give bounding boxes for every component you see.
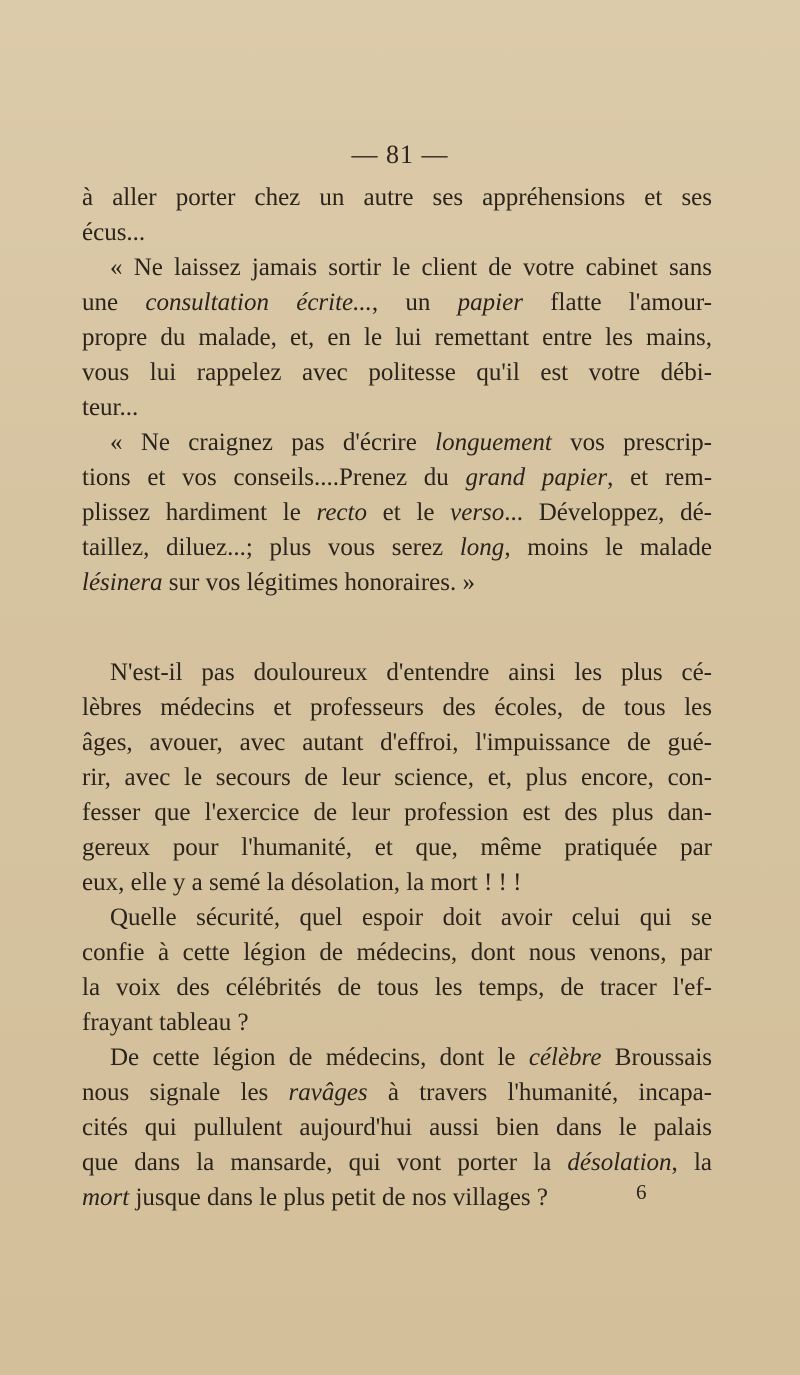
quote-paragraph-1 xyxy=(82,250,712,425)
text-line: lésinera sur vos légitimes honoraires. » xyxy=(82,569,475,596)
text-line: nous signale les ravâges à travers l'humanité, incapa- xyxy=(82,1079,712,1106)
paragraph-main xyxy=(82,655,712,900)
text-line: vous lui rappelez avec politesse qu'il est votre débi- xyxy=(82,359,712,386)
signature-mark: 6 xyxy=(636,1180,647,1204)
text-line: âges, avouer, avec autant d'effroi, l'impuissance de gué- xyxy=(82,729,712,756)
text-line: « Ne craignez pas d'écrire longuement vos prescrip- xyxy=(110,429,712,456)
text-line: gereux pour l'humanité, et que, même pratiquée par xyxy=(82,834,712,861)
text-line: que dans la mansarde, qui vont porter la désolation, la xyxy=(82,1149,712,1176)
text-line: une consultation écrite..., un papier flatte l'amour- xyxy=(82,289,712,316)
quote-paragraph-2 xyxy=(82,425,712,600)
text-line: la voix des célébrités de tous les temps, de tracer l'ef- xyxy=(82,974,712,1001)
paragraph-question xyxy=(82,900,712,1040)
page-number: — 81 — xyxy=(351,140,449,169)
text-line: « Ne laissez jamais sortir le client de votre cabinet sans xyxy=(110,254,712,281)
text-line: propre du malade, et, en le lui remettant entre les mains, xyxy=(82,324,712,351)
text-line: à aller porter chez un autre ses appréhensions et ses xyxy=(82,184,712,211)
text-line: fesser que l'exercice de leur profession est des plus dan- xyxy=(82,799,712,826)
text-line: rir, avec le secours de leur science, et, plus encore, con- xyxy=(82,764,712,791)
text-line: lèbres médecins et professeurs des écoles, de tous les xyxy=(82,694,712,721)
paragraph-broussais xyxy=(82,1040,712,1215)
text-line: taillez, diluez...; plus vous serez long, moins le malade xyxy=(82,534,713,561)
text-line: eux, elle y a semé la désolation, la mort ! ! ! xyxy=(82,869,522,896)
text-line: confie à cette légion de médecins, dont nous venons, par xyxy=(82,939,712,966)
text-line: tions et vos conseils....Prenez du grand papier, et rem- xyxy=(82,464,713,491)
paragraph-continuation xyxy=(82,180,712,250)
text-line: frayant tableau ? xyxy=(82,1009,249,1036)
text-line: Quelle sécurité, quel espoir doit avoir celui qui se xyxy=(110,904,712,931)
text-line: cités qui pullulent aujourd'hui aussi bien dans le palais xyxy=(82,1114,712,1141)
text-line: N'est-il pas douloureux d'entendre ainsi les plus cé- xyxy=(110,659,712,686)
text-line: plissez hardiment le recto et le verso... Développez, dé- xyxy=(82,499,712,526)
text-line: écus... xyxy=(82,219,146,246)
text-line: mort jusque dans le plus petit de nos villages ? xyxy=(82,1184,548,1211)
text-line: De cette légion de médecins, dont le célèbre Broussais xyxy=(110,1044,713,1071)
text-line: teur... xyxy=(82,394,139,421)
